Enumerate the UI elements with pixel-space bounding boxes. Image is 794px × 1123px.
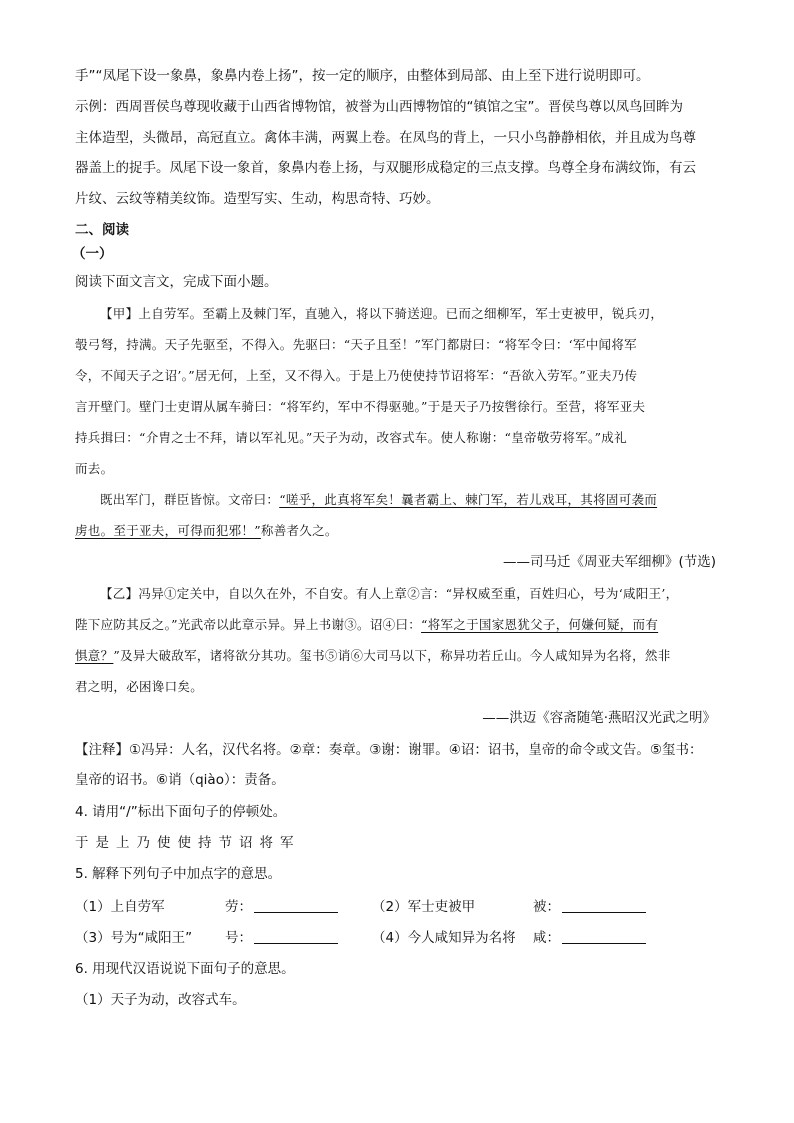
example-line-4: 片纹、云纹等精美纹饰。造型写实、生动，构思奇特、巧妙。: [75, 191, 440, 207]
intro-line: 手”“凤尾下设一象鼻，象鼻内卷上扬”，按一定的顺序，由整体到局部、由上至下进行说明即可。: [75, 68, 650, 84]
example-line-2: 主体造型，头微昂，高冠直立。禽体丰满，两翼上卷。在凤鸟的背上，一只小鸟静静相依，并且成为鸟尊: [75, 130, 696, 146]
jia-line-2: 彀弓弩，持满。天子先驱至，不得入。先驱曰：“天子且至！”军门都尉曰：“将军令曰：‘军中闻将军: [75, 337, 637, 352]
q5-item-2-char: 被：: [533, 899, 560, 915]
jia-underlined-quote-1: “嗟乎，此真将军矣！曩者霸上、棘门军，若儿戏耳，其将固可袭而: [279, 492, 658, 507]
jia-line-8: [75, 521, 338, 541]
subsection-heading: （一）: [72, 246, 113, 262]
yi-line-2: [75, 615, 658, 635]
notes-line-2: 皇帝的诏书。⑥诮（qiào）：责备。: [75, 772, 285, 788]
q5-item-4-sentence: （4）今人咸知异为名将: [372, 930, 516, 946]
yi-line-1: 【乙】冯异①定关中，自以久在外，不自安。有人上章②言：“异权威至重，百姓归心，号为‘咸阳王’，: [100, 586, 679, 601]
q5-item-1-answer: [225, 897, 338, 917]
answer-blank[interactable]: [254, 898, 338, 913]
jia-line-4: 言开壁门。壁门士吏谓从属车骑曰：“将军约，军中不得驱驰。”于是天子乃按辔徐行。至营，将军亚夫: [75, 399, 646, 414]
q5-item-1-char: 劳：: [225, 899, 252, 915]
yi-underlined-quote-1: “将军之于国家恩犹父子，何嫌何疑，而有: [421, 617, 659, 632]
notes-line-1: 【注释】①冯异：人名，汉代名将。②章：奏章。③谢：谢罪。④诏：诏书，皇帝的命令或文告。⑤玺书：: [75, 742, 703, 758]
question-5-prompt: 5. 解释下列句子中加点字的意思。: [75, 866, 282, 882]
question-6-item-1: （1）天子为动，改容式车。: [75, 992, 246, 1008]
answer-blank[interactable]: [562, 929, 646, 944]
q5-item-4-answer: [533, 928, 646, 948]
question-6-prompt: 6. 用现代汉语说说下面句子的意思。: [75, 961, 295, 977]
example-line-3: 器盖上的捉手。凤尾下设一象首，象鼻内卷上扬，与双腿形成稳定的三点支撑。鸟尊全身布满纹饰，有云: [75, 160, 696, 176]
yi-line-4: 君之明，必困谗口矣。: [75, 679, 204, 694]
q5-item-2-sentence: （2）军士吏被甲: [372, 899, 476, 915]
jia-underlined-quote-2: 虏也。至于亚夫，可得而犯邪！”: [75, 523, 261, 538]
question-4-prompt: 4. 请用“/”标出下面句子的停顿处。: [75, 804, 287, 820]
jia-line-7-plain: 既出军门，群臣皆惊。文帝曰：: [100, 492, 280, 507]
example-line-1: 示例：西周晋侯鸟尊现收藏于山西省博物馆，被誉为山西博物馆的“镇馆之宝”。晋侯鸟尊以凤鸟回眸为: [75, 99, 683, 115]
question-4-sentence: 于是上乃使使持节诏将军: [75, 835, 301, 851]
q5-item-1-sentence: （1）上自劳军: [75, 899, 165, 915]
jia-line-1: 【甲】上自劳军。至霸上及棘门军，直驰入，将以下骑送迎。已而之细柳军，军士吏被甲，锐兵刃，: [100, 306, 664, 321]
instruction-text: 阅读下面文言文，完成下面小题。: [75, 274, 278, 290]
jia-line-7: [100, 490, 657, 510]
q5-item-3-sentence: （3）号为“咸阳王”: [75, 930, 193, 946]
answer-blank[interactable]: [254, 929, 338, 944]
q5-item-2-answer: [533, 897, 646, 917]
q5-item-4-char: 咸：: [533, 930, 560, 946]
yi-underlined-quote-2: 惧意？: [75, 648, 114, 663]
yi-line-2-plain: 陛下应防其反之。”光武帝以此章示异。异上书谢③。诏④曰：: [75, 617, 422, 632]
q5-item-3-char: 号：: [225, 930, 252, 946]
q5-item-3-answer: [225, 928, 338, 948]
answer-blank[interactable]: [562, 898, 646, 913]
section-heading: 二、阅读: [75, 222, 129, 238]
jia-line-8-plain: 称善者久之。: [260, 523, 338, 538]
jia-line-5: 持兵揖曰：“介胄之士不拜，请以军礼见。”天子为动，改容式车。使人称谢：“皇帝敬劳将军。”成礼: [75, 430, 627, 445]
jia-line-3: 令，不闻天子之诏’。”居无何，上至，又不得入。于是上乃使使持节诏将军：“吾欲入劳军。”亚夫乃传: [75, 368, 638, 383]
jia-source: ——司马迁《周亚夫军细柳》(节选): [502, 554, 716, 570]
yi-source: ——洪迈《容斋随笔·燕昭汉光武之明》: [482, 710, 716, 726]
jia-line-6: 而去。: [75, 461, 114, 476]
yi-line-3: [75, 646, 671, 666]
yi-line-3-plain: ”及异大破敌军，诸将欲分其功。玺书⑤诮⑥大司马以下，称异功若丘山。今人咸知异为名将，然非: [113, 648, 671, 663]
